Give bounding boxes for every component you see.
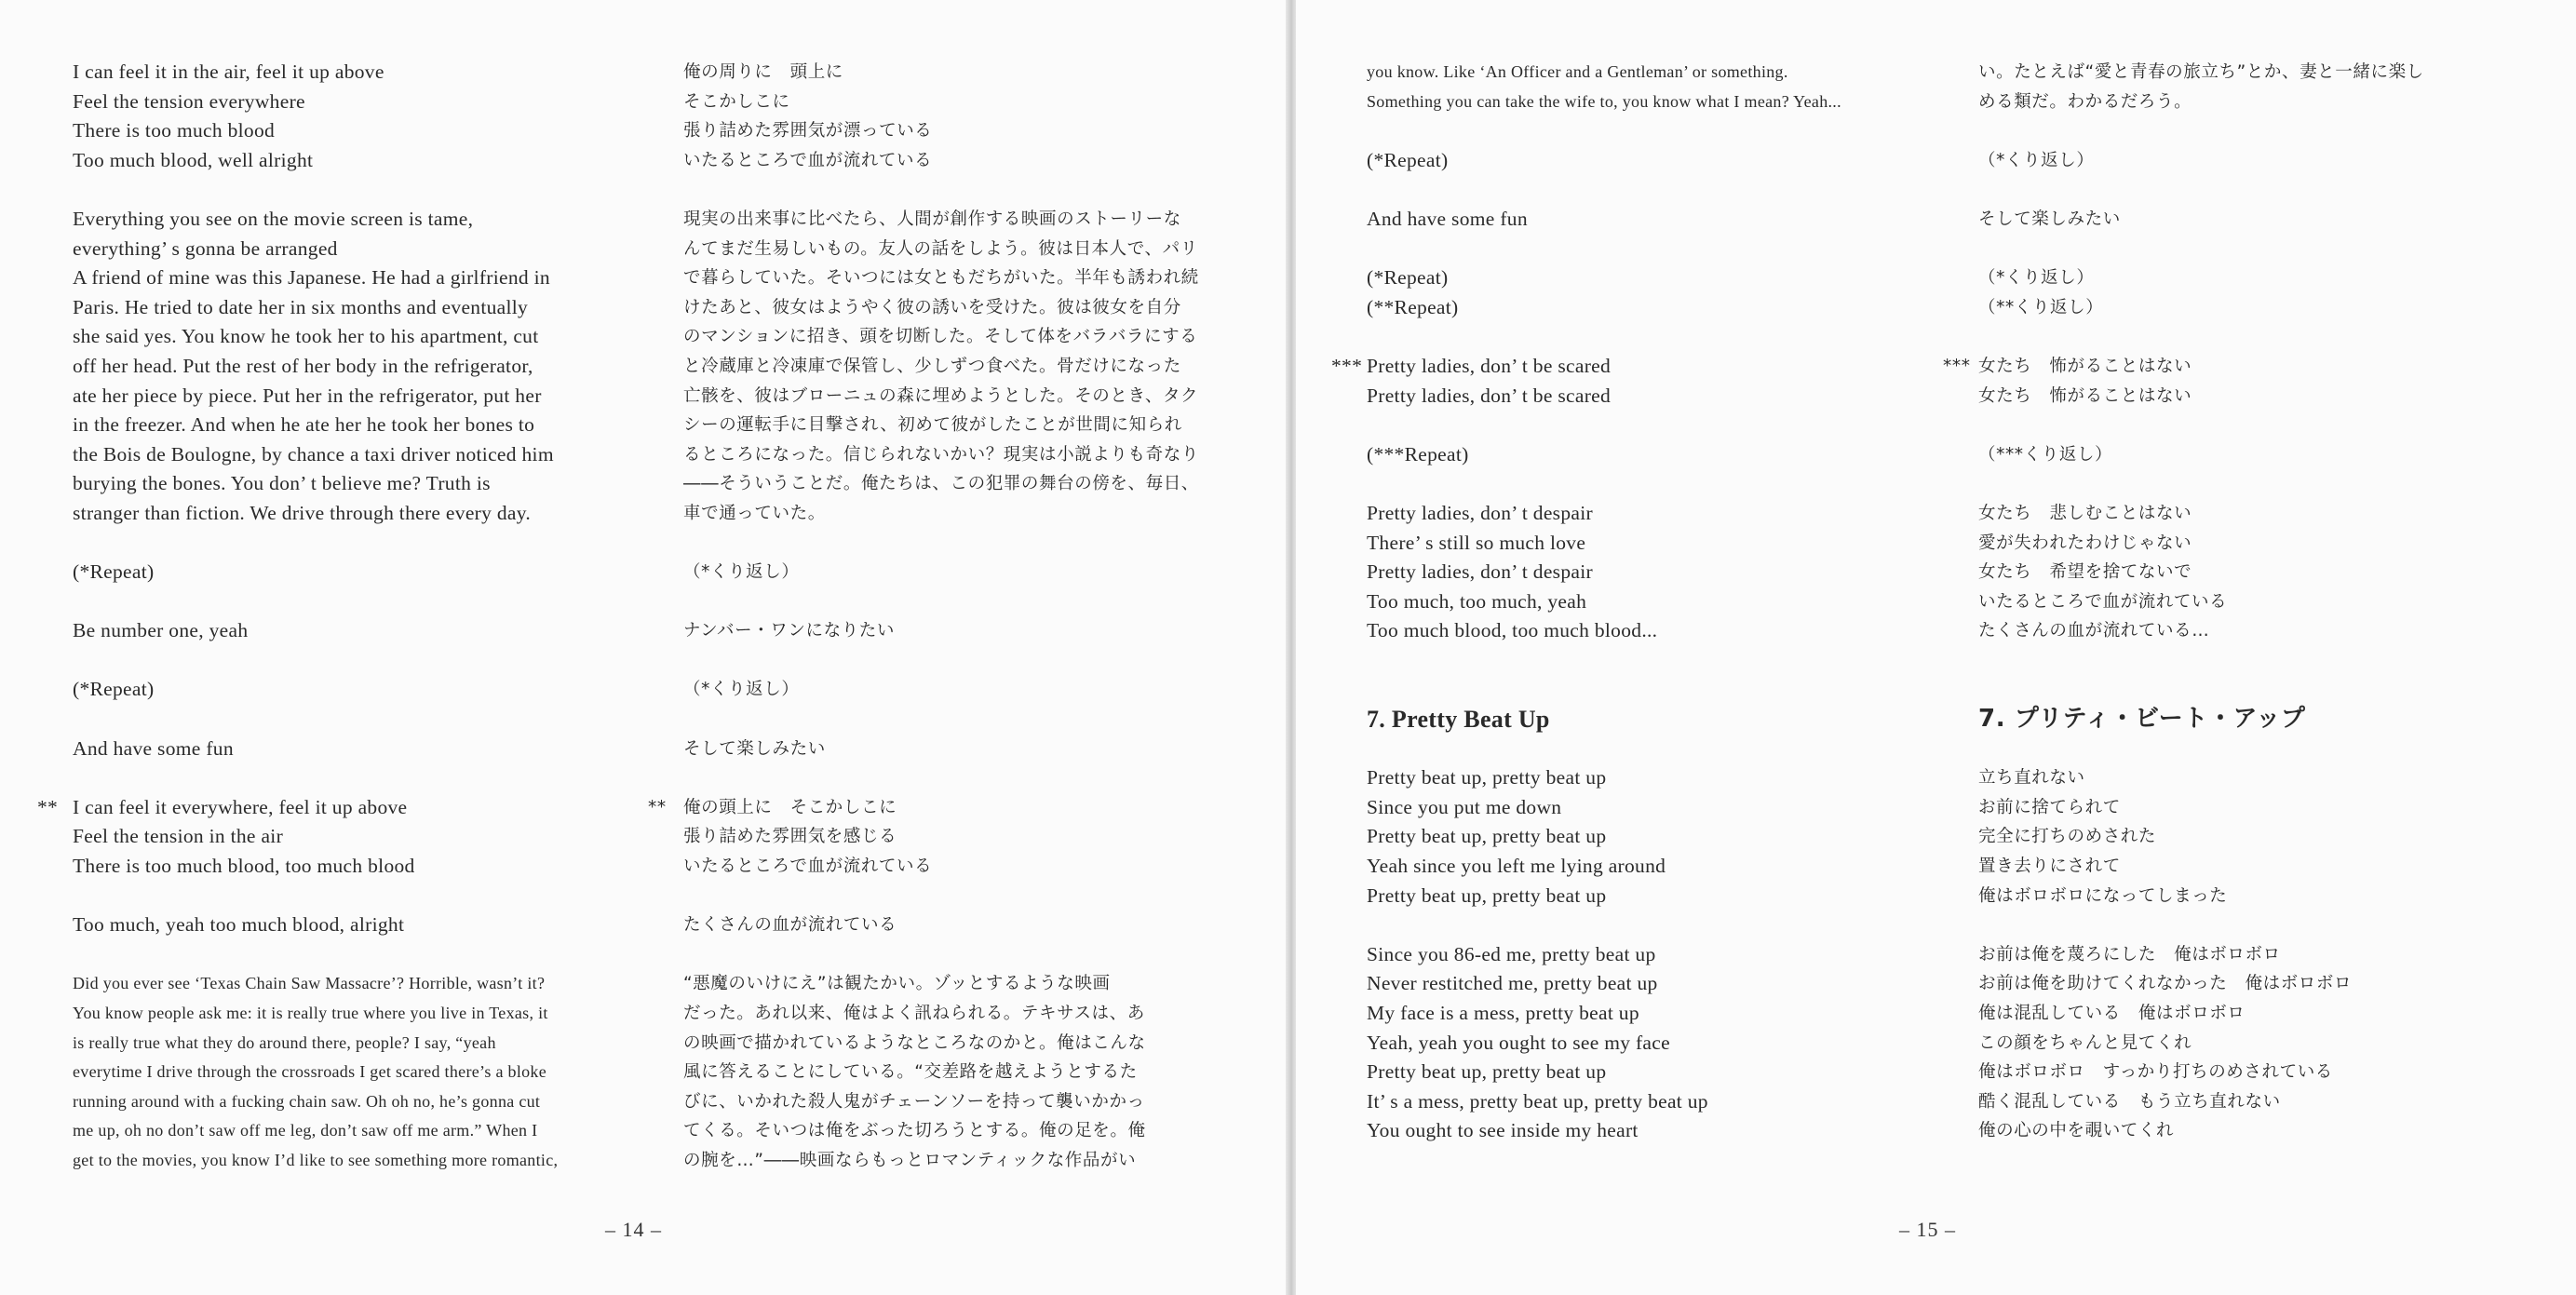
lyric-line (683, 1087, 1242, 1117)
lyric-line (73, 58, 631, 88)
lyric-line (683, 1058, 1242, 1087)
lyric-text: 俺はボロボロになってしまった (1978, 885, 2228, 906)
lyric-line (683, 88, 1242, 117)
lyric-text: い。たとえば“愛と青春の旅立ち”とか、妻と一緒に楽し (1978, 62, 2424, 82)
blank-line (683, 646, 1242, 676)
lyric-line (73, 1058, 631, 1087)
lyric-line (1367, 616, 1925, 646)
blank-line (683, 882, 1242, 911)
lyric-line (1978, 1029, 2537, 1059)
blank-line (73, 175, 631, 205)
lyric-line (1978, 793, 2537, 823)
lyric-text: びに、いかれた殺人鬼がチェーンソーを持って襲いかかっ (683, 1091, 1145, 1112)
lyric-text: (***Repeat) (1367, 442, 1469, 465)
lyric-text: Pretty ladies, don’ t be scared (1367, 384, 1612, 407)
lyric-line (1367, 793, 1925, 823)
lyric-line (1367, 205, 1925, 235)
lyric-line (1367, 558, 1925, 587)
lyric-text: 張り詰めた雰囲気が漂っている (683, 121, 933, 142)
lyric-text: Pretty beat up, pretty beat up (1367, 766, 1607, 789)
lyric-line (683, 382, 1242, 411)
lyric-text: 完全に打ちのめされた (1978, 827, 2157, 847)
blank-line (1978, 322, 2537, 352)
blank-line (73, 705, 631, 735)
lyric-line (1978, 440, 2537, 470)
lyric-text: Be number one, yeah (73, 619, 249, 642)
lyric-line (1978, 882, 2537, 911)
lyric-line (73, 440, 631, 470)
lyric-text: ――そういうことだ。俺たちは、この犯罪の舞台の傍を、毎日、 (683, 474, 1199, 494)
lyric-line (1367, 382, 1925, 411)
blank-line (1978, 116, 2537, 146)
lyric-line (73, 146, 631, 176)
lyric-text: Pretty ladies, don’ t despair (1367, 501, 1593, 524)
lyric-text: My face is a mess, pretty beat up (1367, 1002, 1639, 1024)
page-number: – 14 – (605, 1218, 662, 1241)
lyric-line (683, 1029, 1242, 1059)
blank-line (683, 175, 1242, 205)
lyric-text: 俺の頭上に そこかしこに (683, 797, 897, 817)
lyric-text: you know. Like ‘An Officer and a Gentleman’ or something. (1367, 62, 1788, 81)
lyric-text: A friend of mine was this Japanese. He had a girlfriend in (73, 266, 550, 290)
lyric-text: (*Repeat) (1367, 148, 1449, 171)
lyric-line (1978, 1116, 2537, 1146)
blank-line (683, 940, 1242, 970)
lyric-text: I can feel it in the air, feel it up above (73, 61, 384, 83)
lyric-line (1367, 1029, 1925, 1059)
lyric-text: の映画で描かれているようなところなのかと。俺はこんな (683, 1032, 1146, 1053)
blank-line (1978, 675, 2537, 705)
lyric-text: いたるところで血が流れている (1978, 591, 2228, 612)
lyric-text: 女たち 怖がることはない (1978, 385, 2192, 406)
lyric-line (1978, 205, 2537, 235)
lyric-line (1367, 88, 1925, 117)
blank-line (1978, 735, 2537, 764)
lyric-text: 愛が失われたわけじゃない (1978, 533, 2192, 553)
lyric-line (73, 263, 631, 293)
lyric-text: Never restitched me, pretty beat up (1367, 972, 1658, 995)
lyric-line (683, 499, 1242, 529)
lyric-text: ate her piece by piece. Put her in the refrigerator, put her (73, 384, 542, 407)
lyric-line (1367, 587, 1925, 617)
lyric-text: Too much, too much, yeah (1367, 589, 1587, 613)
blank-line (1367, 235, 1925, 264)
song-title (1367, 705, 1925, 735)
lyric-text: いたるところで血が流れている (683, 150, 933, 170)
lyric-line (1978, 1058, 2537, 1087)
lyric-line (683, 263, 1242, 293)
lyric-line (1367, 1058, 1925, 1087)
lyric-text: stranger than fiction. We drive through there every day. (73, 501, 532, 524)
lyric-text: It’ s a mess, pretty beat up, pretty beat up (1367, 1089, 1708, 1113)
lyric-line (73, 675, 631, 705)
lyric-text: 俺の周りに 頭上に (683, 62, 843, 82)
lyric-text: me up, oh no don’t saw off me leg, don’t saw off me arm.” When I (73, 1121, 538, 1140)
lyric-line (683, 235, 1242, 264)
lyric-line (1978, 558, 2537, 587)
blank-line (73, 882, 631, 911)
lyric-text: Feel the tension in the air (73, 825, 284, 848)
lyric-line (1367, 822, 1925, 852)
lyric-text: この顔をちゃんと見てくれ (1978, 1032, 2192, 1053)
lyric-line (1943, 352, 2537, 382)
lyric-text: Pretty ladies, don’ t be scared (1367, 354, 1612, 377)
lyric-text: （***くり返し） (1978, 444, 2113, 465)
lyric-line (73, 1116, 631, 1146)
lyric-text: Yeah, yeah you ought to see my face (1367, 1031, 1670, 1054)
lyric-text: off her head. Put the rest of her body in the refrigerator, (73, 354, 533, 377)
lyric-text: 風に答えることにしている。“交差路を越えようとするた (683, 1062, 1138, 1083)
lyric-text: everything’ s gonna be arranged (73, 236, 338, 260)
lyric-text: get to the movies, you know I’d like to see something more romantic, (73, 1150, 559, 1169)
lyric-text: んてまだ生易しいもの。友人の話をしよう。彼は日本人で、パリ (683, 238, 1198, 259)
lyric-text: “悪魔のいけにえ”は観たかい。ゾッとするような映画 (683, 974, 1111, 994)
lyric-line (683, 1146, 1242, 1176)
lyric-line (683, 675, 1242, 705)
lyric-line (683, 735, 1242, 764)
lyric-line (1978, 58, 2537, 88)
lyric-line (683, 322, 1242, 352)
lyric-text: るところになった。信じられないかい？現実は小説よりも奇なり (683, 444, 1199, 465)
lyric-text: 俺は混乱している 俺はボロボロ (1978, 1004, 2246, 1023)
lyric-text: そこかしこに (683, 91, 790, 112)
lyric-line (73, 1146, 631, 1176)
lyric-line (1367, 882, 1925, 911)
lyric-text: 現実の出来事に比べたら、人間が創作する映画のストーリーな (683, 209, 1181, 229)
lyric-text: そして楽しみたい (1978, 209, 2121, 229)
lyric-line (1978, 763, 2537, 793)
lyric-line (683, 205, 1242, 235)
lyric-line (683, 58, 1242, 88)
blank-line (1367, 646, 1925, 676)
lyric-text: てくる。そいつは俺をぶった切ろうとする。俺の足を。俺 (683, 1121, 1146, 1141)
lyric-line (1978, 616, 2537, 646)
lyric-line (683, 852, 1242, 882)
lyric-text: (**Repeat) (1367, 295, 1459, 318)
lyric-text: 車で通っていた。 (683, 503, 826, 523)
blank-line (73, 940, 631, 970)
lyric-text: Too much blood, too much blood... (1367, 619, 1658, 642)
blank-line (1978, 235, 2537, 264)
lyric-text: You ought to see inside my heart (1367, 1119, 1639, 1142)
lyric-text: （*くり返し） (683, 562, 800, 583)
lyric-text: is really true what they do around there, people? I say, “yeah (73, 1032, 496, 1052)
blank-line (73, 587, 631, 617)
repeat-marker: *** (1331, 354, 1363, 377)
lyric-line (73, 822, 631, 852)
blank-line (1367, 116, 1925, 146)
lyric-line (683, 146, 1242, 176)
lyric-text: the Bois de Boulogne, by chance a taxi driver noticed him (73, 442, 554, 465)
blank-line (73, 646, 631, 676)
lyric-text: Too much, yeah too much blood, alright (73, 913, 405, 937)
lyric-text: Did you ever see ‘Texas Chain Saw Massacre’? Horrible, wasn’t it? (73, 974, 546, 993)
lyric-line (73, 911, 631, 940)
lyric-line (73, 382, 631, 411)
lyric-text: Feel the tension everywhere (73, 89, 305, 113)
lyric-text: 張り詰めた雰囲気を感じる (683, 827, 897, 847)
lyric-line (73, 322, 631, 352)
lyric-text: There’ s still so much love (1367, 531, 1586, 554)
lyric-line (1367, 999, 1925, 1029)
lyric-line (73, 999, 631, 1029)
blank-line (683, 705, 1242, 735)
lyric-text: シーの運転手に目撃され、初めて彼がしたことが世間に知られ (683, 415, 1182, 436)
english-lyrics-column (1331, 58, 1925, 1146)
lyric-text: Something you can take the wife to, you know what I mean? Yeah... (1367, 91, 1841, 111)
lyric-text: お前は俺を助けてくれなかった 俺はボロボロ (1978, 974, 2353, 994)
lyric-text: in the freezer. And when he ate her he took her bones to (73, 413, 535, 437)
lyric-line (1331, 352, 1925, 382)
blank-line (1978, 911, 2537, 940)
page-right (1296, 0, 2576, 1295)
lyric-text: (*Repeat) (73, 678, 155, 701)
lyric-line (73, 1087, 631, 1117)
lyric-text: 女たち 希望を捨てないで (1978, 562, 2192, 583)
lyric-line (683, 116, 1242, 146)
blank-line (1367, 911, 1925, 940)
lyric-text: 亡骸を、彼はブローニュの森に埋めようとした。そのとき、タク (683, 385, 1199, 406)
lyric-text: Yeah since you left me lying around (1367, 855, 1666, 878)
lyric-text: と冷蔵庫と冷凍庫で保管し、少しずつ食べた。骨だけになった (683, 356, 1181, 376)
lyric-line (73, 116, 631, 146)
lyric-text: Everything you see on the movie screen is tame, (73, 207, 474, 230)
lyric-text: You know people ask me: it is really true where you live in Texas, it (73, 1004, 548, 1022)
lyric-line (683, 411, 1242, 440)
lyric-line (1367, 58, 1925, 88)
repeat-marker: ** (37, 795, 59, 818)
blank-line (1367, 175, 1925, 205)
japanese-lyrics-column (648, 58, 1242, 1176)
blank-line (1978, 646, 2537, 676)
blank-line (683, 763, 1242, 793)
lyric-line (683, 1116, 1242, 1146)
blank-line (1367, 675, 1925, 705)
lyric-line (1367, 1116, 1925, 1146)
lyric-text: お前は俺を蔑ろにした 俺はボロボロ (1978, 944, 2281, 965)
lyric-text: Pretty ladies, don’ t despair (1367, 560, 1593, 584)
english-lyrics-column (37, 58, 631, 1176)
lyric-line (683, 911, 1242, 940)
lyric-line (1978, 293, 2537, 323)
lyric-line (1978, 940, 2537, 970)
lyric-line (1978, 146, 2537, 176)
lyric-line (683, 999, 1242, 1029)
lyric-text: 7. Pretty Beat Up (1367, 706, 1550, 734)
lyric-line (73, 499, 631, 529)
lyric-text: お前に捨てられて (1978, 797, 2121, 817)
lyric-line (73, 558, 631, 587)
lyric-line (1367, 763, 1925, 793)
lyric-line (1978, 88, 2537, 117)
blank-line (1367, 411, 1925, 440)
lyric-text: 7. プリティ・ビート・アップ (1978, 705, 2306, 734)
lyric-text: ナンバー・ワンになりたい (683, 621, 895, 641)
lyric-line (1978, 822, 2537, 852)
lyric-text: める類だ。わかるだろう。 (1978, 91, 2192, 112)
lyric-line (1978, 499, 2537, 529)
lyric-line (73, 235, 631, 264)
lyric-text: And have some fun (1367, 207, 1528, 230)
lyric-text: Paris. He tried to date her in six months and eventually (73, 295, 529, 318)
lyric-line (683, 352, 1242, 382)
lyric-line (1367, 940, 1925, 970)
lyric-text: And have some fun (73, 736, 234, 760)
blank-line (1978, 175, 2537, 205)
japanese-lyrics-column (1943, 58, 2537, 1146)
lyric-text: (*Repeat) (1367, 266, 1449, 290)
lyric-line (683, 440, 1242, 470)
lyric-line (37, 793, 631, 823)
lyric-line (73, 205, 631, 235)
blank-line (1978, 411, 2537, 440)
lyric-text: (*Repeat) (73, 560, 155, 584)
lyric-line (683, 558, 1242, 587)
lyric-text: Too much blood, well alright (73, 148, 314, 171)
lyric-line (73, 735, 631, 764)
lyric-text: Pretty beat up, pretty beat up (1367, 825, 1607, 848)
lyric-line (1367, 1087, 1925, 1117)
lyric-line (1367, 499, 1925, 529)
lyric-text: だった。あれ以来、俺はよく訊ねられる。テキサスは、あ (683, 1004, 1145, 1023)
lyric-text: （*くり返し） (1978, 268, 2095, 289)
lyric-text: everytime I drive through the crossroads I get scared there’s a bloke (73, 1062, 547, 1082)
lyric-text: Since you put me down (1367, 795, 1562, 818)
lyric-text: Pretty beat up, pretty beat up (1367, 884, 1607, 907)
lyric-text: で暮らしていた。そいつには女ともだちがいた。半年も誘われ続 (683, 268, 1199, 289)
lyric-text: いたるところで血が流れている (683, 857, 933, 877)
lyric-line (683, 469, 1242, 499)
lyric-line (683, 969, 1242, 999)
lyric-text: （**くり返し） (1978, 297, 2104, 317)
lyric-text: There is too much blood (73, 119, 276, 142)
blank-line (1367, 735, 1925, 764)
lyric-text: そして楽しみたい (683, 738, 826, 759)
blank-line (683, 587, 1242, 617)
lyric-text: 俺はボロボロ すっかり打ちのめされている (1978, 1062, 2333, 1083)
lyric-text: 女たち 悲しむことはない (1978, 503, 2192, 523)
lyric-text: （*くり返し） (683, 680, 800, 700)
lyric-line (1978, 999, 2537, 1029)
lyric-line (683, 293, 1242, 323)
lyric-text: Since you 86-ed me, pretty beat up (1367, 942, 1656, 965)
lyric-line (683, 822, 1242, 852)
lyric-line (1367, 969, 1925, 999)
lyric-line (1367, 146, 1925, 176)
repeat-marker: ** (648, 797, 667, 817)
lyric-line (1978, 969, 2537, 999)
lyric-line (1978, 263, 2537, 293)
lyric-text: の腕を…”――映画ならもっとロマンティックな作品がい (683, 1150, 1137, 1170)
lyric-text: I can feel it everywhere, feel it up above (73, 795, 408, 818)
lyric-line (1978, 1087, 2537, 1117)
lyric-line (1367, 529, 1925, 559)
lyric-line (73, 469, 631, 499)
lyric-text: There is too much blood, too much blood (73, 855, 415, 878)
lyric-text: running around with a fucking chain saw. Oh oh no, he’s gonna cut (73, 1091, 541, 1111)
lyric-text: burying the bones. You don’ t believe me? Truth is (73, 472, 491, 495)
lyric-text: 俺の心の中を覗いてくれ (1978, 1121, 2175, 1141)
lyric-text: 置き去りにされて (1978, 857, 2121, 877)
lyric-line (73, 352, 631, 382)
lyric-line (73, 88, 631, 117)
lyric-line (683, 616, 1242, 646)
lyric-line (648, 793, 1242, 823)
lyric-line (1367, 852, 1925, 882)
lyric-text: 酷く混乱している もう立ち直れない (1978, 1091, 2281, 1112)
lyric-text: （*くり返し） (1978, 150, 2095, 170)
blank-line (73, 529, 631, 559)
lyric-line (73, 293, 631, 323)
blank-line (1978, 469, 2537, 499)
lyric-text: 女たち 怖がることはない (1978, 356, 2192, 376)
lyric-line (73, 616, 631, 646)
song-title (1978, 705, 2537, 735)
lyric-text: 立ち直れない (1978, 768, 2085, 789)
blank-line (1367, 322, 1925, 352)
lyric-line (1367, 440, 1925, 470)
blank-line (683, 529, 1242, 559)
lyric-text: たくさんの血が流れている (683, 915, 897, 936)
lyric-text: she said yes. You know he took her to his apartment, cut (73, 325, 539, 348)
lyric-line (1367, 293, 1925, 323)
lyric-line (1978, 529, 2537, 559)
page-number: – 15 – (1899, 1218, 1956, 1241)
lyric-line (73, 1029, 631, 1059)
lyric-line (73, 969, 631, 999)
lyric-line (73, 852, 631, 882)
lyric-text: Pretty beat up, pretty beat up (1367, 1060, 1607, 1084)
blank-line (1367, 469, 1925, 499)
repeat-marker: *** (1943, 356, 1971, 376)
lyric-line (1978, 587, 2537, 617)
lyric-line (1978, 382, 2537, 411)
lyric-line (1367, 263, 1925, 293)
lyric-line (1978, 852, 2537, 882)
blank-line (73, 763, 631, 793)
lyric-line (73, 411, 631, 440)
lyric-text: けたあと、彼女はようやく彼の誘いを受けた。彼は彼女を自分 (683, 297, 1181, 317)
lyric-text: のマンションに招き、頭を切断した。そして体をバラバラにする (683, 327, 1198, 347)
lyric-text: たくさんの血が流れている… (1978, 621, 2210, 641)
